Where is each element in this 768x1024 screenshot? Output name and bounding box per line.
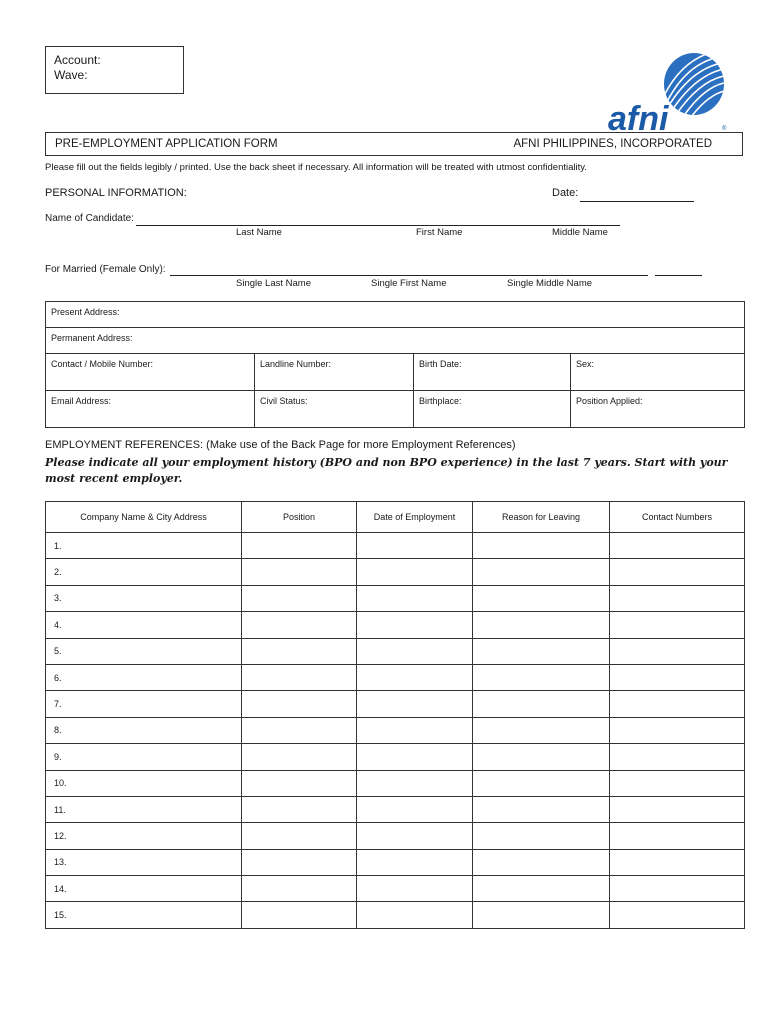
table-cell[interactable] <box>242 638 357 664</box>
table-cell[interactable] <box>357 744 473 770</box>
table-cell[interactable] <box>610 638 745 664</box>
married-extra-field[interactable] <box>655 275 702 276</box>
table-cell[interactable] <box>357 902 473 928</box>
table-cell[interactable] <box>610 533 745 559</box>
table-row <box>46 585 745 611</box>
table-row <box>46 876 745 902</box>
table-cell[interactable] <box>610 559 745 585</box>
column-header: Reason for Leaving <box>473 502 610 533</box>
table-cell[interactable] <box>242 770 357 796</box>
permanent-address-cell[interactable] <box>46 328 745 354</box>
sex-label: Sex: <box>576 359 595 369</box>
row-number-cell[interactable]: 15. <box>46 902 242 928</box>
table-cell[interactable] <box>242 691 357 717</box>
registered-mark-icon: ® <box>722 126 727 132</box>
table-cell[interactable] <box>357 533 473 559</box>
instructions: Please fill out the fields legibly / printed. Use the back sheet if necessary. All information will be treated with utmost confidentiality. <box>45 162 587 173</box>
table-cell[interactable] <box>357 770 473 796</box>
single-first-caption: Single First Name <box>371 278 447 289</box>
table-cell[interactable] <box>357 559 473 585</box>
table-cell[interactable] <box>610 902 745 928</box>
table-cell[interactable] <box>610 585 745 611</box>
table-cell[interactable] <box>473 585 610 611</box>
married-label: For Married (Female Only): <box>45 264 166 275</box>
table-cell[interactable] <box>242 902 357 928</box>
contact-cell[interactable] <box>46 354 255 391</box>
table-cell[interactable] <box>473 849 610 875</box>
employment-references-table <box>45 501 745 929</box>
email-label: Email Address: <box>51 396 112 406</box>
column-header: Position <box>242 502 357 533</box>
table-row <box>46 691 745 717</box>
table-cell[interactable] <box>473 770 610 796</box>
table-cell[interactable] <box>473 612 610 638</box>
table-cell[interactable] <box>242 823 357 849</box>
table-row <box>46 533 745 559</box>
civil-status-cell[interactable] <box>255 391 414 428</box>
contact-label: Contact / Mobile Number: <box>51 359 154 369</box>
table-cell[interactable] <box>610 849 745 875</box>
table-cell[interactable] <box>357 849 473 875</box>
first-name-caption: First Name <box>416 227 463 238</box>
row-number-cell[interactable]: 6. <box>46 664 242 690</box>
table-cell[interactable] <box>473 691 610 717</box>
birthplace-label: Birthplace: <box>419 396 462 406</box>
row-number-cell[interactable]: 4. <box>46 612 242 638</box>
table-row <box>46 612 745 638</box>
column-header: Contact Numbers <box>610 502 745 533</box>
column-header: Company Name & City Address <box>46 502 242 533</box>
table-cell[interactable] <box>473 876 610 902</box>
table-row <box>46 902 745 928</box>
position-applied-cell[interactable] <box>571 391 745 428</box>
row-number-cell[interactable]: 13. <box>46 849 242 875</box>
personal-info-heading: PERSONAL INFORMATION: <box>45 187 187 199</box>
birth-date-cell[interactable] <box>414 354 571 391</box>
table-cell[interactable] <box>610 612 745 638</box>
table-cell[interactable] <box>473 638 610 664</box>
row-number-cell[interactable]: 1. <box>46 533 242 559</box>
logo-text: afni <box>608 100 669 134</box>
table-cell[interactable] <box>610 823 745 849</box>
company-name: AFNI PHILIPPINES, INCORPORATED <box>513 138 712 150</box>
present-address-label: Present Address: <box>51 307 120 317</box>
table-cell[interactable] <box>473 533 610 559</box>
table-cell[interactable] <box>610 876 745 902</box>
table-cell[interactable] <box>242 585 357 611</box>
table-cell[interactable] <box>610 744 745 770</box>
row-number-cell[interactable]: 3. <box>46 585 242 611</box>
row-number-cell[interactable]: 8. <box>46 717 242 743</box>
table-cell[interactable] <box>357 823 473 849</box>
table-row <box>46 770 745 796</box>
row-number-cell[interactable]: 9. <box>46 744 242 770</box>
table-row <box>46 823 745 849</box>
table-row <box>46 849 745 875</box>
candidate-name-field[interactable] <box>136 225 620 226</box>
wave-label: Wave: <box>54 68 88 82</box>
account-wave-box <box>45 46 184 94</box>
table-cell[interactable] <box>242 612 357 638</box>
table-cell[interactable] <box>357 585 473 611</box>
row-number-cell[interactable]: 12. <box>46 823 242 849</box>
table-row <box>46 796 745 822</box>
table-cell[interactable] <box>473 902 610 928</box>
table-row <box>46 559 745 585</box>
table-cell[interactable] <box>242 664 357 690</box>
row-number-cell[interactable]: 5. <box>46 638 242 664</box>
table-cell[interactable] <box>357 717 473 743</box>
row-number-cell[interactable]: 10. <box>46 770 242 796</box>
candidate-name-label: Name of Candidate: <box>45 213 134 224</box>
table-row <box>46 664 745 690</box>
row-number-cell[interactable]: 11. <box>46 796 242 822</box>
present-address-cell[interactable] <box>46 302 745 328</box>
table-cell[interactable] <box>473 664 610 690</box>
table-cell[interactable] <box>357 691 473 717</box>
row-number-cell[interactable]: 7. <box>46 691 242 717</box>
civil-status-label: Civil Status: <box>260 396 308 406</box>
table-cell[interactable] <box>610 796 745 822</box>
table-cell[interactable] <box>473 823 610 849</box>
landline-cell[interactable] <box>255 354 414 391</box>
account-label: Account: <box>54 53 101 67</box>
title-bar <box>45 132 743 156</box>
landline-label: Landline Number: <box>260 359 332 369</box>
table-cell[interactable] <box>610 717 745 743</box>
table-row <box>46 638 745 664</box>
table-row <box>46 717 745 743</box>
table-cell[interactable] <box>242 744 357 770</box>
married-name-field[interactable] <box>170 275 648 276</box>
single-middle-caption: Single Middle Name <box>507 278 593 289</box>
table-cell[interactable] <box>357 612 473 638</box>
table-cell[interactable] <box>610 770 745 796</box>
row-number-cell[interactable]: 2. <box>46 559 242 585</box>
table-cell[interactable] <box>242 533 357 559</box>
table-cell[interactable] <box>473 744 610 770</box>
table-cell[interactable] <box>242 796 357 822</box>
birth-date-label: Birth Date: <box>419 359 462 369</box>
table-cell[interactable] <box>357 796 473 822</box>
table-cell[interactable] <box>610 691 745 717</box>
table-cell[interactable] <box>473 717 610 743</box>
table-cell[interactable] <box>357 876 473 902</box>
last-name-caption: Last Name <box>236 227 282 238</box>
column-header: Date of Employment <box>357 502 473 533</box>
single-last-caption: Single Last Name <box>236 278 311 289</box>
table-cell[interactable] <box>242 876 357 902</box>
email-cell[interactable] <box>46 391 255 428</box>
employment-note: Please indicate all your employment history (BPO and non BPO experience) in the last 7 years. Start with your most recent employer. <box>45 456 728 485</box>
date-field[interactable] <box>580 201 694 202</box>
sex-cell[interactable] <box>571 354 745 391</box>
personal-info-table <box>45 301 745 428</box>
employment-references-heading: EMPLOYMENT REFERENCES: (Make use of the Back Page for more Employment References) <box>45 439 516 451</box>
middle-name-caption: Middle Name <box>552 227 608 238</box>
table-cell[interactable] <box>610 664 745 690</box>
table-cell[interactable] <box>242 717 357 743</box>
position-applied-label: Position Applied: <box>576 396 643 406</box>
table-row <box>46 744 745 770</box>
afni-logo <box>606 50 730 134</box>
birthplace-cell[interactable] <box>414 391 571 428</box>
form-title: PRE-EMPLOYMENT APPLICATION FORM <box>55 138 278 150</box>
row-number-cell[interactable]: 14. <box>46 876 242 902</box>
table-cell[interactable] <box>357 664 473 690</box>
table-cell[interactable] <box>242 849 357 875</box>
table-cell[interactable] <box>473 796 610 822</box>
table-cell[interactable] <box>357 638 473 664</box>
table-cell[interactable] <box>242 559 357 585</box>
permanent-address-label: Permanent Address: <box>51 333 133 343</box>
date-label: Date: <box>552 187 579 199</box>
table-cell[interactable] <box>473 559 610 585</box>
